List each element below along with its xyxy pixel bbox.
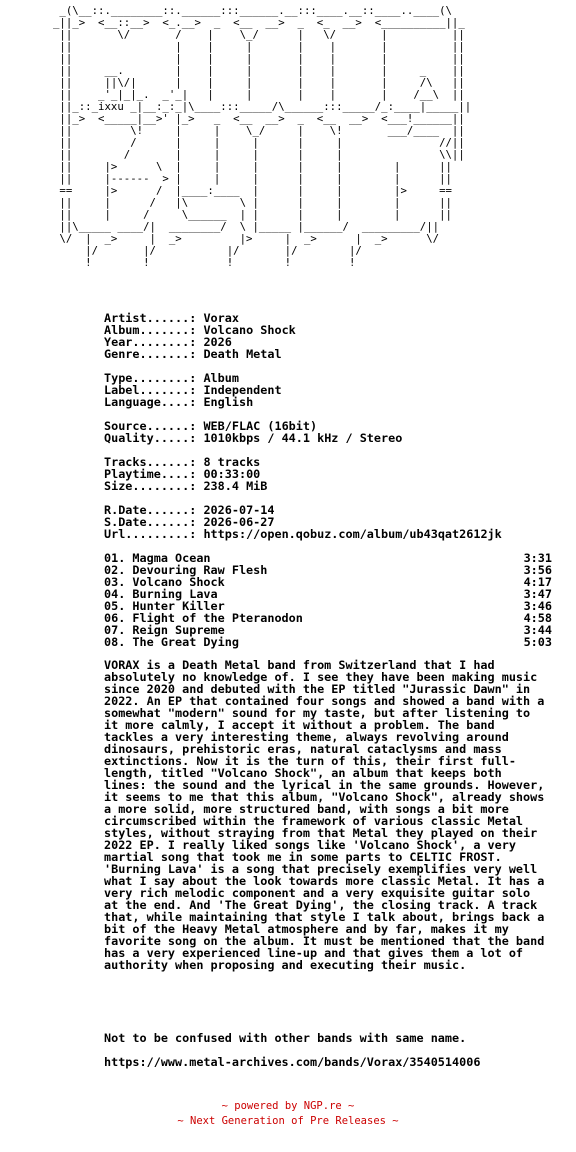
metal-archives-link[interactable]: https://www.metal-archives.com/bands/Vorax/3540514006 bbox=[104, 1055, 481, 1069]
year-key: Year........: bbox=[104, 335, 197, 349]
track-title: 02. Devouring Raw Flesh bbox=[104, 563, 268, 577]
size-row bbox=[104, 480, 564, 492]
track-duration: 3:31 bbox=[523, 551, 552, 565]
label-key: Label.......: bbox=[104, 383, 197, 397]
track-title: 08. The Great Dying bbox=[104, 635, 239, 649]
release-info bbox=[104, 312, 564, 360]
track-title: 01. Magma Ocean bbox=[104, 551, 211, 565]
track-title: 05. Hunter Killer bbox=[104, 599, 225, 613]
album-value: Volcano Shock bbox=[203, 323, 296, 337]
release-details bbox=[104, 372, 564, 408]
track-duration: 3:47 bbox=[523, 587, 552, 601]
genre-key: Genre.......: bbox=[104, 347, 197, 361]
language-row bbox=[104, 396, 564, 408]
source-value: WEB/FLAC (16bit) bbox=[203, 419, 318, 433]
ascii-logo: _(\__::.________::.______:::______.__:::____.__::____..____(\ _||_> <__::__> <_.__> _ <__ __> _ <_ __> <__________||_ || \/ / | \_/ | \/ | || || | | | | | | || || | | | | | | || || __. | | | | | | _ || || ||\/| | | | | | | /\ || || _'_|_|_. _'_| | | | | | /__\ || ||_::_ixxu _|__:_:_|\____:::_____/\______:::_____/_:____|_____|| ||_> <_____|__>' |_> _ <__ __> _ <__ __> <___!______|| || \! | | \_/ | \! ___/____ || || / | | | | | //|| || / | | | | | \\|| || |> \ | | | | | | || || |------ > | | | | | | || == |> / |____:____ | | | |> == || | / |\ \ | | | | || || | / \______ | | | | | || ||\_____ ____/| ________/ \ |_____ |______/ _________/|| \/ | _> | _> |> | _> | _> \/ |/ |/ |/ |/ |/ ! ! ! ! ! bbox=[53, 4, 472, 269]
tracks-value: 8 tracks bbox=[203, 455, 261, 469]
genre-value: Death Metal bbox=[203, 347, 282, 361]
language-key: Language....: bbox=[104, 395, 197, 409]
size-key: Size........: bbox=[104, 479, 197, 493]
album-key: Album.......: bbox=[104, 323, 197, 337]
track-duration: 4:17 bbox=[523, 575, 552, 589]
size-value: 238.4 MiB bbox=[203, 479, 268, 493]
url-row bbox=[104, 528, 564, 540]
size-info bbox=[104, 456, 564, 492]
playtime-value: 00:33:00 bbox=[203, 467, 261, 481]
artist-key: Artist......: bbox=[104, 311, 197, 325]
rdate-value: 2026-07-14 bbox=[203, 503, 275, 517]
sdate-key: S.Date......: bbox=[104, 515, 197, 529]
tracks-key: Tracks......: bbox=[104, 455, 197, 469]
footer-powered-by: ~ powered by NGP.re ~ bbox=[221, 1100, 355, 1112]
footer-tagline: ~ Next Generation of Pre Releases ~ bbox=[177, 1115, 399, 1127]
type-value: Album bbox=[203, 371, 239, 385]
track-title: 04. Burning Lava bbox=[104, 587, 218, 601]
language-value: English bbox=[203, 395, 254, 409]
track-row bbox=[104, 636, 564, 648]
label-value: Independent bbox=[203, 383, 282, 397]
track-duration: 3:56 bbox=[523, 563, 552, 577]
quality-value: 1010kbps / 44.1 kHz / Stereo bbox=[203, 431, 403, 445]
track-title: 06. Flight of the Pteranodon bbox=[104, 611, 303, 625]
year-value: 2026 bbox=[203, 335, 232, 349]
tracklist bbox=[104, 552, 564, 648]
rdate-key: R.Date......: bbox=[104, 503, 197, 517]
track-duration: 3:46 bbox=[523, 599, 552, 613]
type-key: Type........: bbox=[104, 371, 197, 385]
url-link[interactable]: https://open.qobuz.com/album/ub43qat2612jk bbox=[203, 527, 502, 541]
track-title: 07. Reign Supreme bbox=[104, 623, 225, 637]
artist-value: Vorax bbox=[203, 311, 239, 325]
quality-key: Quality.....: bbox=[104, 431, 197, 445]
playtime-key: Playtime....: bbox=[104, 467, 197, 481]
review-text: VORAX is a Death Metal band from Switzerland that I had absolutely no knowledge of. I see they have been making music since 2020 and debuted with the EP titled "Jurassic Dawn" in 2022. An EP that contained four songs and showed a band with a somewhat "modern" sound for my taste, but after listening to it more calmly, I accept it without a problem. The band tackles a very interesting theme, always revolving around dinosaurs, prehistoric eras, natural cataclysms and mass extinctions. Now it is the turn of this, their first full-length, titled "Volcano Shock", an album that keeps both lines: the sound and the lyrical in the same grounds. However, it seems to me that this album, "Volcano Shock", already shows a more solid, more structured band, with songs a bit more circumscribed within the framework of various classic Metal styles, without straying from that Metal they played on their 2022 EP. I really liked songs like 'Volcano Shock', a very martial song that took me in some parts to CELTIC FROST. 'Burning Lava' is a song that precisely exemplifies very well what I say about the look towards more classic Metal. It has a very rich melodic component and a very exquisite guitar solo at the end. And 'The Great Dying', the closing track. A track that, while maintaining that style I talk about, brings back a bit of the Heavy Metal atmosphere and by far, makes it my favorite song on the album. It must be mentioned that the band has a very experienced line-up and that gives them a lot of authority when proposing and executing their music. bbox=[104, 658, 545, 972]
source-key: Source......: bbox=[104, 419, 197, 433]
audio-info bbox=[104, 420, 564, 444]
date-info bbox=[104, 504, 564, 540]
quality-row bbox=[104, 432, 564, 444]
track-title: 03. Volcano Shock bbox=[104, 575, 225, 589]
url-key: Url.........: bbox=[104, 527, 197, 541]
track-duration: 5:03 bbox=[523, 635, 552, 649]
sdate-value: 2026-06-27 bbox=[203, 515, 275, 529]
genre-row bbox=[104, 348, 564, 360]
track-duration: 4:58 bbox=[523, 611, 552, 625]
disclaimer: Not to be confused with other bands with same name. bbox=[104, 1031, 467, 1045]
track-duration: 3:44 bbox=[523, 623, 552, 637]
